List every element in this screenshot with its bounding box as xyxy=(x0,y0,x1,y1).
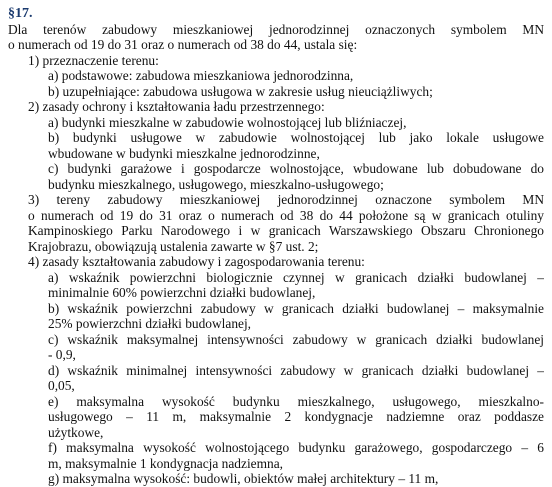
text-line: e) maksymalna wysokość budynku mieszkalnego, usługowego, mieszkalno- xyxy=(48,393,544,409)
text-line: m, maksymalnie 1 kondygnacja nadziemna, xyxy=(48,455,284,471)
text-line: a) budynki mieszkalne w zabudowie wolnostojącej lub bliźniaczej, xyxy=(48,114,407,130)
text-line: minimalnie 60% powierzchni działki budowlanej, xyxy=(48,285,316,300)
text-line: o numerach od 19 do 31 oraz o numerach od 38 do 44 położone są w granicach otuliny xyxy=(28,207,544,223)
text-line: 4) zasady kształtowania zabudowy i zagospodarowania terenu: xyxy=(28,254,365,269)
text-line: użytkowe, xyxy=(48,424,104,440)
text-line: c) budynki garażowe i gospodarcze wolnostojące, wbudowane lub dobudowane do xyxy=(48,161,544,176)
text-line: 0,05, xyxy=(48,378,75,393)
text-line: Dla terenów zabudowy mieszkaniowej jednorodzinnej oznaczonych symbolem MN xyxy=(8,21,544,37)
text-line: b) budynki usługowe w zabudowie wolnostojącej lub jako lokale usługowe xyxy=(48,130,544,145)
text-line: Krajobrazu, obowiązują ustalenia zawarte w §7 ust. 2; xyxy=(28,238,319,254)
text-line: g) maksymalna wysokość: budowli, obiektów małej architektury – 11 m, xyxy=(48,471,439,486)
text-line: - 0,9, xyxy=(48,347,76,362)
section-heading: §17. xyxy=(8,6,33,21)
text-line: a) podstawowe: zabudowa mieszkaniowa jednorodzinna, xyxy=(48,68,354,83)
text-line: wbudowane w budynki mieszkalne jednorodzinne, xyxy=(48,145,320,161)
text-line: b) uzupełniające: zabudowa usługowa w zakresie usług nieuciążliwych; xyxy=(48,83,433,99)
text-line: f) maksymalna wysokość wolnostojącego budynku garażowego, gospodarczego – 6 xyxy=(48,440,544,455)
text-line: c) wskaźnik maksymalnej intensywności zabudowy w granicach działki budowlanej xyxy=(48,331,544,347)
text-line: a) wskaźnik powierzchni biologicznie czynnej w granicach działki budowlanej – xyxy=(48,269,544,285)
text-line: 2) zasady ochrony i kształtowania ładu przestrzennego: xyxy=(28,99,325,114)
text-line: usługowego – 11 m, maksymalnie 2 kondygnacje nadziemne oraz poddasze xyxy=(48,409,544,424)
text-line: 1) przeznaczenie terenu: xyxy=(28,52,159,68)
text-line: Kampinoskiego Parku Narodowego i w granicach Warszawskiego Obszaru Chronionego xyxy=(28,223,544,238)
text-line: o numerach od 19 do 31 oraz o numerach od 38 do 44, ustala się: xyxy=(8,37,358,52)
text-line: 3) tereny zabudowy mieszkaniowej jednorodzinnej oznaczone symbolem MN xyxy=(28,192,544,207)
text-line: d) wskaźnik minimalnej intensywności zabudowy w granicach działki budowlanej – xyxy=(48,362,544,378)
text-line: 25% powierzchni działki budowlanej, xyxy=(48,316,252,331)
text-line: budynku mieszkalnego, usługowego, mieszkalno-usługowego; xyxy=(48,176,384,192)
text-line: b) wskaźnik powierzchni zabudowy w granicach działki budowlanej – maksymalnie xyxy=(48,300,544,316)
